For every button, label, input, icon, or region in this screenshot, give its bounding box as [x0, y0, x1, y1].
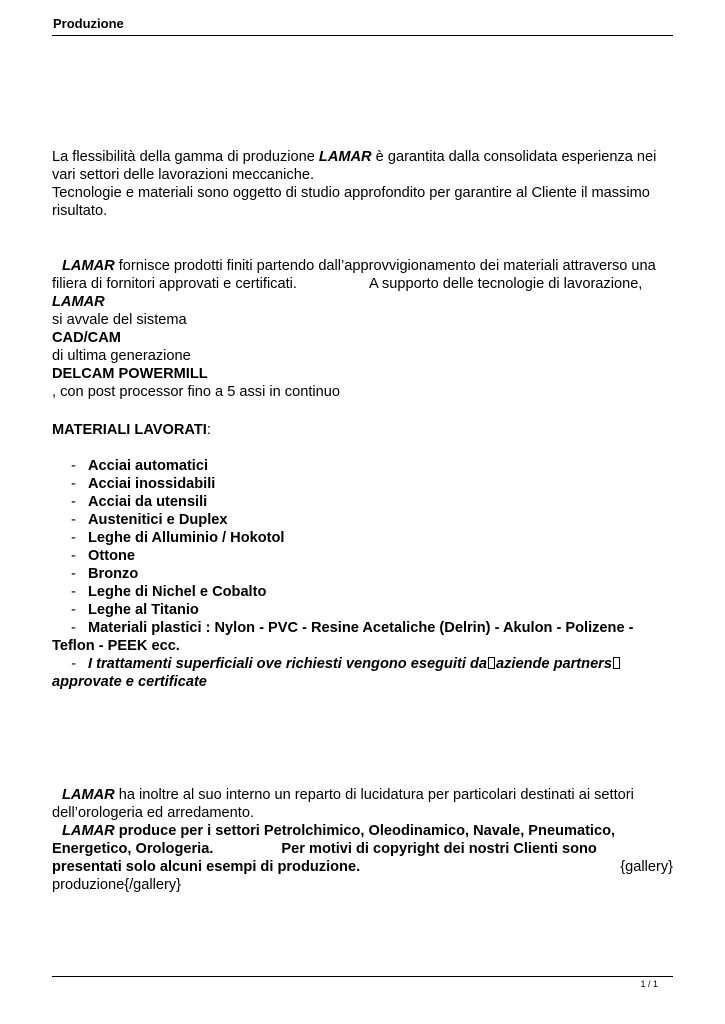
list-item: - Leghe al Titanio	[52, 601, 673, 619]
intro-line-4: risultato.	[52, 203, 108, 219]
materials-section	[52, 421, 673, 691]
closing-line-1: LAMAR ha inoltre al suo interno un reparto di lucidatura per particolari destinati ai settori	[52, 786, 673, 804]
closing-line-2: dell’orologeria ed arredamento.	[52, 805, 255, 821]
header-divider	[52, 35, 673, 36]
supply-line-2: filiera di fornitori approvati e certificati. A supporto delle tecnologie di lavorazione,	[52, 276, 643, 292]
list-item: - Ottone	[52, 547, 673, 565]
footer-divider	[52, 976, 673, 977]
page-number: 1 / 1	[640, 979, 658, 989]
intro-line-3: Tecnologie e materiali sono oggetto di studio approfondito per garantire al Cliente il massimo	[52, 185, 650, 201]
list-item: - Bronzo	[52, 565, 673, 583]
closing-line-3: LAMAR produce per i settori Petrolchimico, Oleodinamico, Navale, Pneumatico,	[52, 822, 673, 840]
brand-name: LAMAR	[318, 149, 372, 165]
intro-line-1: La flessibilità della gamma di produzione LAMAR è garantita dalla consolidata esperienza nei	[52, 149, 657, 165]
intro-paragraph	[52, 148, 673, 220]
treatments-list	[52, 655, 673, 673]
supply-line-4: si avvale del sistema	[52, 312, 187, 328]
list-item: - Acciai automatici	[52, 457, 673, 475]
page-header-title: Produzione	[53, 16, 124, 31]
list-item: - Materiali plastici : Nylon - PVC - Resine Acetaliche (Delrin) - Akulon - Polizene -	[52, 619, 673, 637]
closing-paragraph	[52, 786, 673, 894]
supply-line-1: LAMAR fornisce prodotti finiti partendo dall’approvvigionamento dei materiali attraverso una	[52, 257, 673, 275]
list-item: - Leghe di Alluminio / Hokotol	[52, 529, 673, 547]
supply-paragraph	[52, 257, 673, 401]
brand-name: LAMAR	[62, 823, 115, 839]
list-item: - Austenitici e Duplex	[52, 511, 673, 529]
missing-glyph-icon	[488, 657, 495, 669]
plastics-continuation: Teflon - PEEK ecc.	[52, 638, 180, 654]
list-item: - Acciai inossidabili	[52, 475, 673, 493]
software-name: DELCAM POWERMILL	[52, 366, 208, 382]
missing-glyph-icon	[613, 657, 620, 669]
list-item: - Acciai da utensili	[52, 493, 673, 511]
supply-line-8: , con post processor fino a 5 assi in continuo	[52, 384, 340, 400]
brand-name: LAMAR	[62, 258, 115, 274]
list-item: - I trattamenti superficiali ove richiesti vengono eseguiti da aziende partners	[52, 655, 673, 673]
closing-line-5: presentati solo alcuni esempi di produzione. {gallery}	[52, 859, 673, 875]
treatments-continuation: approvate e certificate	[52, 674, 207, 690]
closing-line-6: produzione{/gallery}	[52, 877, 182, 893]
intro-line-2: vari settori delle lavorazioni meccaniche.	[52, 167, 314, 183]
cad-cam-label: CAD/CAM	[52, 330, 121, 346]
supply-line-6: di ultima generazione	[52, 348, 191, 364]
brand-name: LAMAR	[52, 294, 105, 310]
materials-list	[52, 457, 673, 637]
closing-line-4: Energetico, Orologeria. Per motivi di copyright dei nostri Clienti sono	[52, 841, 597, 857]
gallery-tag: {gallery}	[620, 859, 673, 875]
materials-heading: MATERIALI LAVORATI:	[52, 422, 211, 438]
list-item: - Leghe di Nichel e Cobalto	[52, 583, 673, 601]
brand-name: LAMAR	[62, 787, 115, 803]
